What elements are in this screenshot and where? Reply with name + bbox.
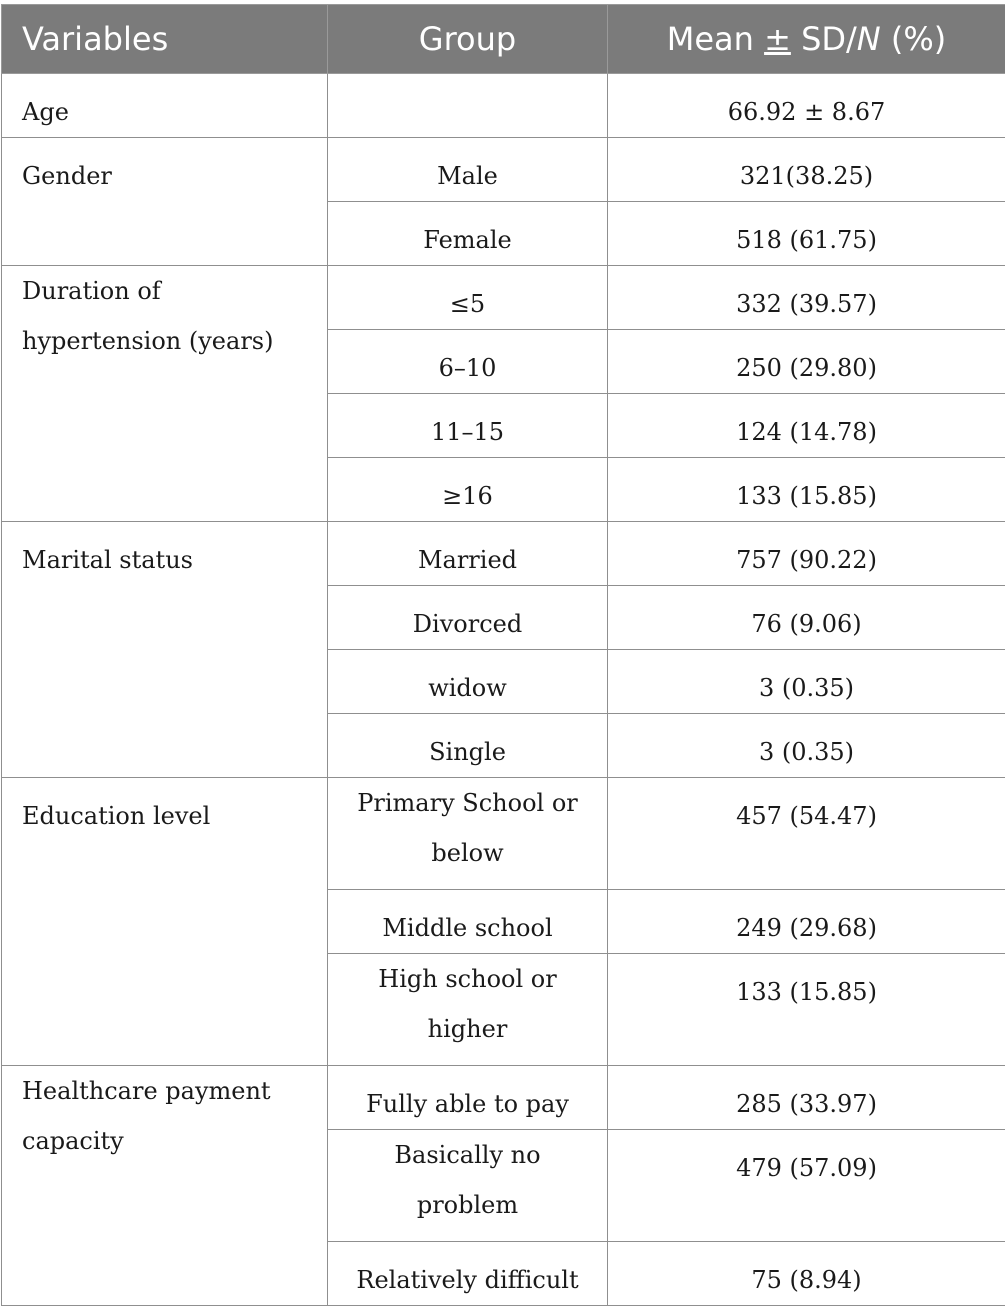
table-row [2, 266, 1005, 330]
group-cell: Female [328, 202, 608, 266]
header-mean-sd-n [608, 5, 1005, 74]
value-cell: 3 (0.35) [608, 650, 1005, 714]
header-variables: Variables [2, 5, 328, 74]
group-cell: Middle school [328, 890, 608, 954]
group-cell: Married [328, 522, 608, 586]
value-cell: 457 (54.47) [608, 778, 1005, 890]
variable-cell-payment [2, 1066, 328, 1306]
table-row [2, 74, 1005, 138]
variable-cell-duration [2, 266, 328, 522]
group-cell: ≥16 [328, 458, 608, 522]
variable-line: hypertension (years) [22, 316, 317, 366]
table-row [2, 138, 1005, 202]
group-cell: ≤5 [328, 266, 608, 330]
table-row [2, 778, 1005, 890]
group-cell: 11–15 [328, 394, 608, 458]
value-cell: 321(38.25) [608, 138, 1005, 202]
group-line: Primary School or [338, 778, 597, 828]
group-cell: Relatively difficult [328, 1242, 608, 1306]
variable-line: Duration of [22, 266, 317, 316]
variable-cell-education: Education level [2, 778, 328, 1066]
group-cell: Fully able to pay [328, 1066, 608, 1130]
value-cell: 124 (14.78) [608, 394, 1005, 458]
variable-line: Healthcare payment [22, 1066, 317, 1116]
group-line: higher [338, 1004, 597, 1054]
value-cell: 75 (8.94) [608, 1242, 1005, 1306]
variable-cell-marital: Marital status [2, 522, 328, 778]
value-cell: 66.92 ± 8.67 [608, 74, 1005, 138]
value-cell: 757 (90.22) [608, 522, 1005, 586]
variable-line: capacity [22, 1116, 317, 1166]
group-cell [328, 1130, 608, 1242]
table-row [2, 522, 1005, 586]
value-cell: 249 (29.68) [608, 890, 1005, 954]
header-mean-mid: SD/ [791, 20, 857, 58]
header-pm: ± [764, 20, 791, 58]
characteristics-table [1, 4, 1005, 1306]
group-cell: 6–10 [328, 330, 608, 394]
group-cell: Male [328, 138, 608, 202]
table-row [2, 1066, 1005, 1130]
value-cell: 332 (39.57) [608, 266, 1005, 330]
value-cell: 76 (9.06) [608, 586, 1005, 650]
group-cell [328, 74, 608, 138]
value-cell: 250 (29.80) [608, 330, 1005, 394]
group-line: High school or [338, 954, 597, 1004]
value-cell: 133 (15.85) [608, 458, 1005, 522]
group-line: Basically no [338, 1130, 597, 1180]
value-cell: 479 (57.09) [608, 1130, 1005, 1242]
group-line: below [338, 828, 597, 878]
value-cell: 285 (33.97) [608, 1066, 1005, 1130]
header-mean-prefix: Mean [667, 20, 764, 58]
group-cell: Single [328, 714, 608, 778]
group-cell [328, 954, 608, 1066]
header-group: Group [328, 5, 608, 74]
group-cell [328, 778, 608, 890]
group-cell: widow [328, 650, 608, 714]
header-row [2, 5, 1005, 74]
value-cell: 518 (61.75) [608, 202, 1005, 266]
group-cell: Divorced [328, 586, 608, 650]
variable-cell-gender: Gender [2, 138, 328, 266]
value-cell: 133 (15.85) [608, 954, 1005, 1066]
header-mean-suffix: (%) [881, 20, 947, 58]
variable-cell-age: Age [2, 74, 328, 138]
value-cell: 3 (0.35) [608, 714, 1005, 778]
group-line: problem [338, 1180, 597, 1230]
header-n: N [857, 20, 881, 58]
